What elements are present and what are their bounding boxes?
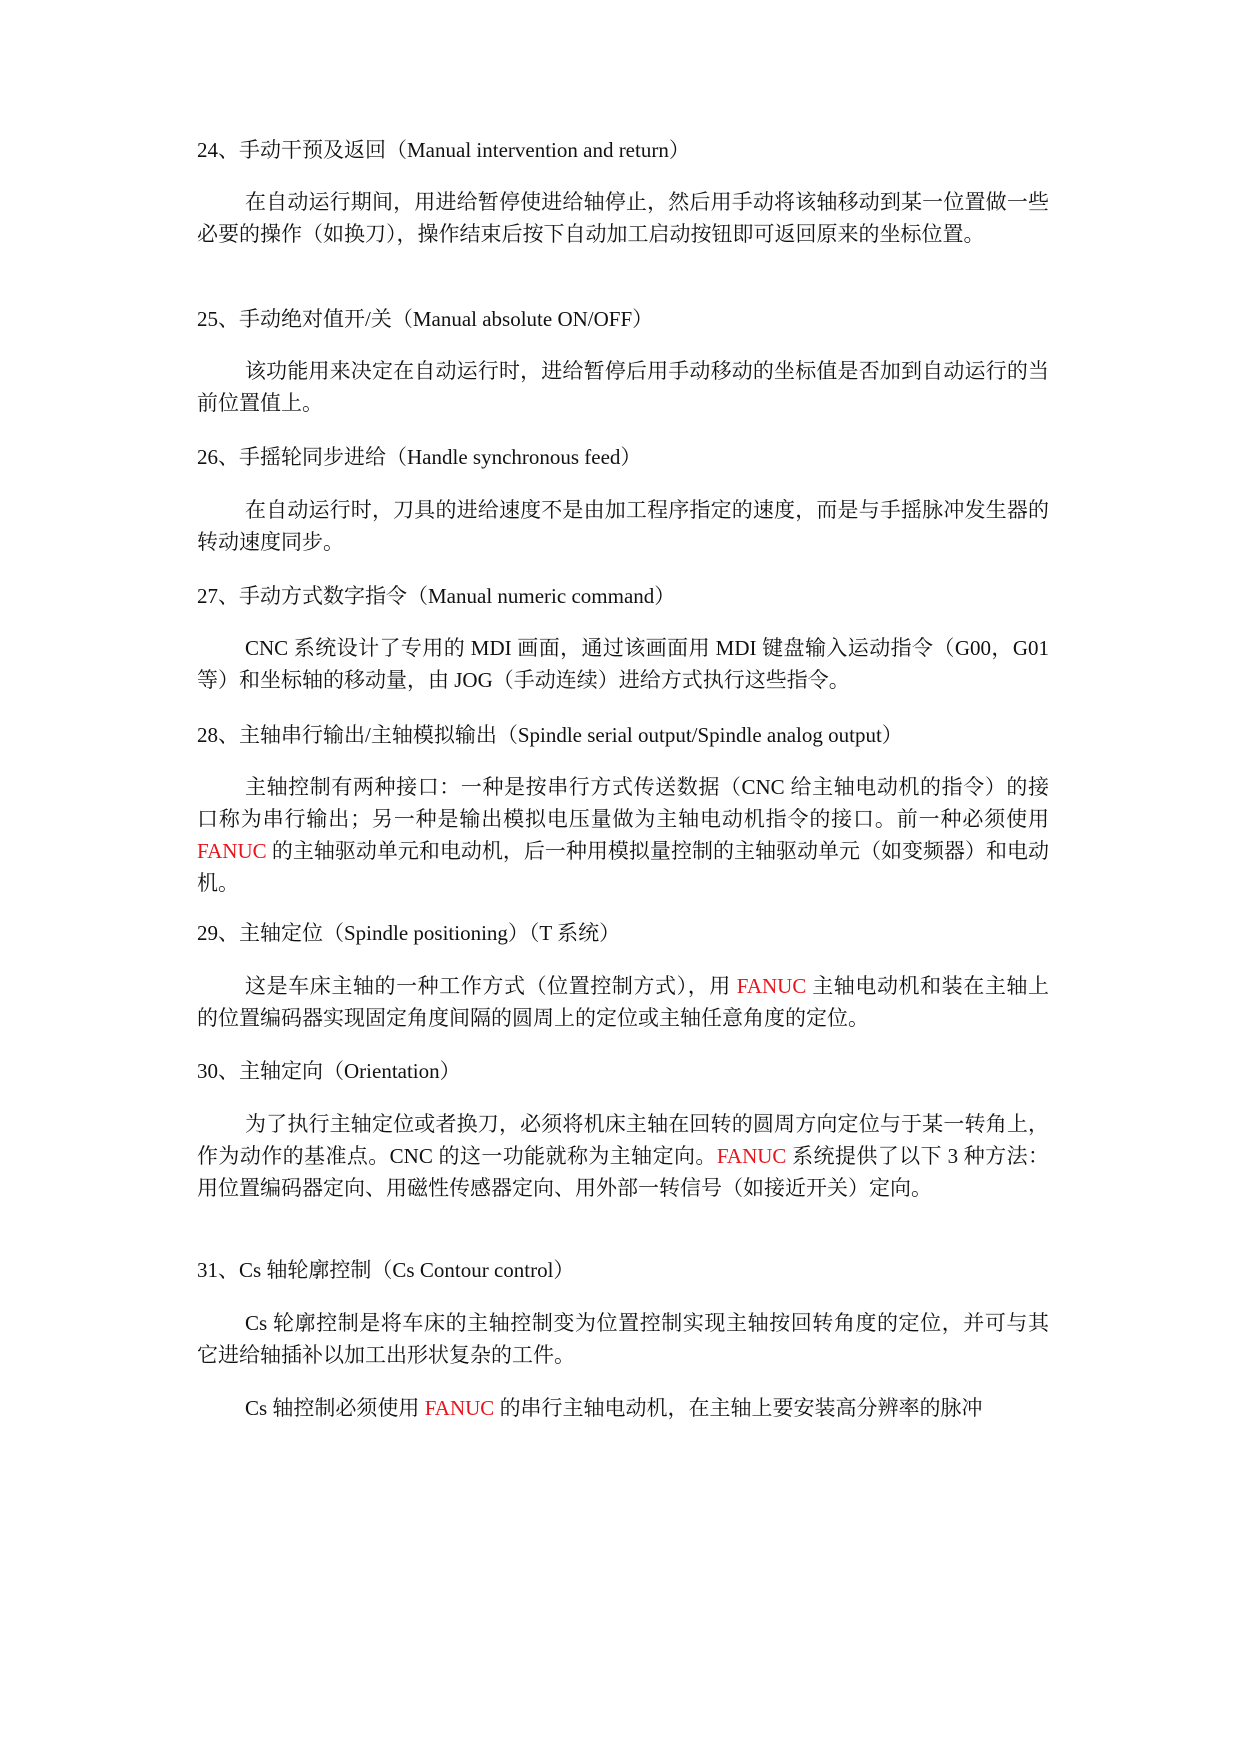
brand-name: FANUC bbox=[197, 839, 267, 863]
brand-name: FANUC bbox=[424, 1396, 495, 1420]
section-paragraph-24: 在自动运行期间，用进给暂停使进给轴停止，然后用手动将该轴移动到某一位置做一些必要的操作（如换刀），操作结束后按下自动加工启动按钮即可返回原来的坐标位置。 bbox=[197, 190, 1049, 246]
section-paragraph-25: 该功能用来决定在自动运行时，进给暂停后用手动移动的坐标值是否加到自动运行的当前位置值上。 bbox=[197, 359, 1049, 415]
section-heading-29: 29、主轴定位（Spindle positioning）（T 系统） bbox=[197, 921, 621, 945]
section-paragraph-31b: Cs 轴控制必须使用 FANUC 的串行主轴电动机，在主轴上要安装高分辨率的脉冲 bbox=[245, 1396, 983, 1420]
section-paragraph-28: 主轴控制有两种接口：一种是按串行方式传送数据（CNC 给主轴电动机的指令）的接口称为串行输出；另一种是输出模拟电压量做为主轴电动机指令的接口。前一种必须使用 FANUC 的主轴驱动单元和电动机，后一种用模拟量控制的主轴驱动单元（如变频器）和电动机。 bbox=[197, 775, 1049, 895]
brand-name: FANUC bbox=[716, 1144, 787, 1168]
section-paragraph-26: 在自动运行时，刀具的进给速度不是由加工程序指定的速度，而是与手摇脉冲发生器的转动速度同步。 bbox=[197, 498, 1049, 554]
section-heading-30: 30、主轴定向（Orientation） bbox=[197, 1059, 461, 1083]
section-heading-24: 24、手动干预及返回（Manual intervention and return） bbox=[197, 138, 690, 162]
section-heading-28: 28、主轴串行输出/主轴模拟输出（Spindle serial output/Spindle analog output） bbox=[197, 723, 903, 747]
section-heading-31: 31、Cs 轴轮廓控制（Cs Contour control） bbox=[197, 1258, 575, 1282]
section-heading-27: 27、手动方式数字指令（Manual numeric command） bbox=[197, 584, 676, 608]
section-paragraph-29: 这是车床主轴的一种工作方式（位置控制方式），用 FANUC 主轴电动机和装在主轴上的位置编码器实现固定角度间隔的圆周上的定位或主轴任意角度的定位。 bbox=[197, 974, 1050, 1030]
section-paragraph-30: 为了执行主轴定位或者换刀，必须将机床主轴在回转的圆周方向定位与于某一转角上，作为动作的基准点。CNC 的这一功能就称为主轴定向。FANUC 系统提供了以下 3 种方法：用位置编码器定向、用磁性传感器定向、用外部一转信号（如接近开关）定向。 bbox=[197, 1112, 1049, 1200]
section-heading-26: 26、手摇轮同步进给（Handle synchronous feed） bbox=[197, 445, 642, 469]
section-paragraph-27: CNC 系统设计了专用的 MDI 画面，通过该画面用 MDI 键盘输入运动指令（G00，G01 等）和坐标轴的移动量，由 JOG（手动连续）进给方式执行这些指令。 bbox=[197, 636, 1049, 692]
section-paragraph-31a: Cs 轮廓控制是将车床的主轴控制变为位置控制实现主轴按回转角度的定位，并可与其它进给轴插补以加工出形状复杂的工件。 bbox=[197, 1311, 1049, 1367]
brand-name: FANUC bbox=[736, 974, 807, 998]
section-heading-25: 25、手动绝对值开/关（Manual absolute ON/OFF） bbox=[197, 307, 654, 331]
